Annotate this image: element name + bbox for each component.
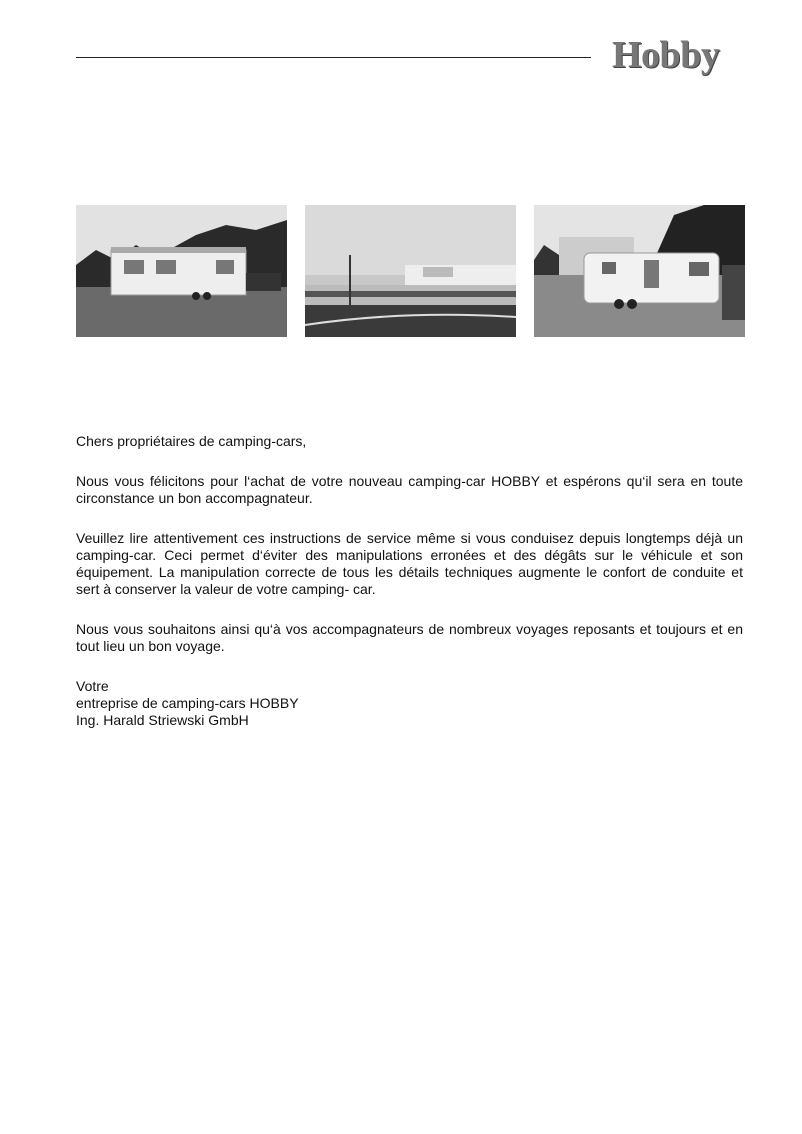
hobby-logo: Hobby	[612, 34, 720, 76]
hobby-factory-photo	[305, 205, 516, 337]
letter-paragraph: Nous vous félicitons pour l‘achat de votre nouveau camping-car HOBBY et espérons qu‘il sera en toute circonstance un bon accompagnateur.	[76, 473, 743, 506]
letter-paragraph: Nous vous souhaitons ainsi qu‘à vos accompagnateurs de nombreux voyages reposants et toujours et en tout lieu un bon voyage.	[76, 621, 743, 654]
caravan-field-photo	[76, 205, 287, 337]
letter-body	[76, 433, 743, 729]
letter-paragraph: Veuillez lire attentivement ces instructions de service même si vous conduisez depuis longtemps déjà un camping-car. Ceci permet d‘éviter des manipulations erronées et des dégâts sur le véhicule et son équipement. La manipulation correcte de tous les détails techniques augmente le confort de conduite et sert à conserver la valeur de votre camping- car.	[76, 530, 743, 597]
signature-line: Ing. Harald Striewski GmbH	[76, 712, 249, 728]
letter-signature	[76, 678, 743, 729]
signature-line: entreprise de camping-cars HOBBY	[76, 695, 299, 711]
caravan-manor-photo	[534, 205, 745, 337]
letter-greeting: Chers propriétaires de camping-cars,	[76, 433, 307, 449]
signature-line: Votre	[76, 678, 109, 694]
header-rule	[76, 57, 591, 58]
